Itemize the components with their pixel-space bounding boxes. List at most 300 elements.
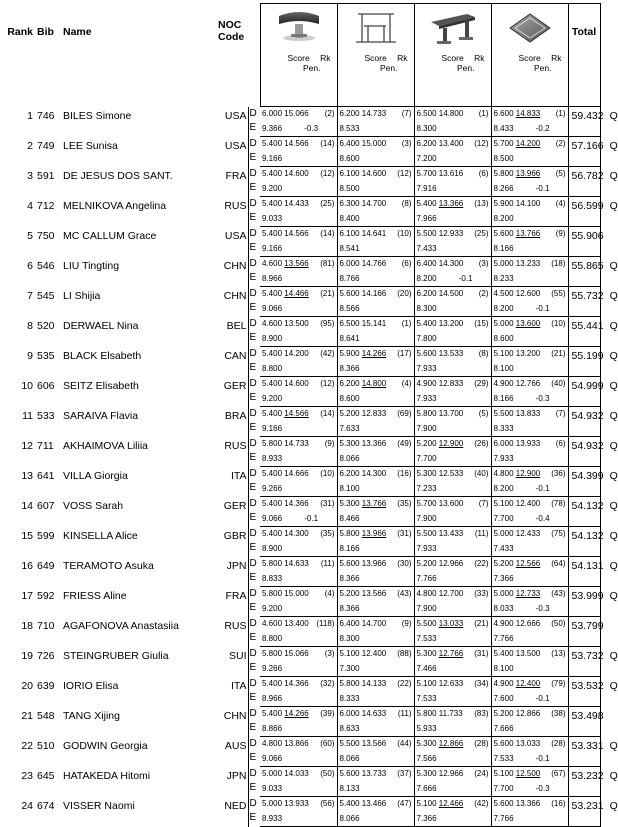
- apparatus-rank: (6): [478, 169, 489, 178]
- d-score: 6.200: [339, 469, 360, 478]
- qualified-mark: Q: [609, 740, 618, 752]
- apparatus-rank: (67): [551, 769, 566, 778]
- de-labels: [248, 767, 260, 797]
- apparatus-rank: (6): [401, 259, 412, 268]
- apparatus-score: 14.500: [438, 289, 464, 298]
- apparatus-rank: (35): [320, 529, 335, 538]
- balance-beam-score-cell: [414, 557, 491, 587]
- qualified-mark: Q: [609, 470, 618, 482]
- apparatus-rank: (4): [555, 199, 566, 208]
- bib-cell: 750: [37, 229, 55, 242]
- balance-beam-score-cell: [414, 377, 491, 407]
- e-label: E: [249, 572, 257, 583]
- d-score: 5.400: [262, 229, 283, 238]
- e-score: 8.433: [493, 123, 514, 133]
- name-header: Name: [63, 25, 92, 38]
- total-score: 57.166: [571, 140, 604, 152]
- apparatus-score: 12.900: [515, 469, 541, 478]
- apparatus-rank: (31): [320, 499, 335, 508]
- total-score: 55.906: [571, 230, 604, 242]
- e-score: 8.966: [262, 693, 283, 703]
- d-score: 4.800: [416, 589, 437, 598]
- d-label: D: [249, 707, 257, 719]
- de-labels: [248, 377, 260, 407]
- uneven-bars-score-cell: [337, 617, 414, 647]
- de-labels: [248, 197, 260, 227]
- d-score: 5.500: [416, 229, 437, 238]
- code-header: Code: [218, 30, 245, 43]
- floor-exercise-score-cell: [491, 467, 568, 497]
- apparatus-rank: (3): [478, 259, 489, 268]
- athlete-name: VOSS Sarah: [63, 499, 124, 512]
- apparatus-score: 13.866: [284, 739, 309, 748]
- apparatus-rank: (47): [397, 799, 412, 808]
- table-row: [3, 677, 600, 707]
- d-label: D: [249, 617, 257, 629]
- apparatus-rank: (24): [474, 769, 489, 778]
- apparatus-score: 12.500: [515, 769, 541, 778]
- uneven-bars-score-cell: [337, 797, 414, 827]
- d-score: 5.400: [262, 709, 283, 718]
- e-score: 8.500: [339, 183, 360, 193]
- d-score: 5.400: [262, 469, 283, 478]
- table-row: [3, 767, 600, 797]
- apparatus-score: 13.566: [284, 259, 309, 268]
- apparatus-rank: (34): [474, 679, 489, 688]
- noc-cell: JPN: [226, 559, 247, 572]
- e-label: E: [249, 302, 257, 313]
- e-label: E: [249, 152, 257, 163]
- d-score: 6.400: [416, 259, 437, 268]
- e-score: 7.666: [493, 723, 514, 733]
- vault-score-cell: [260, 227, 337, 257]
- e-score: 8.400: [339, 213, 360, 223]
- d-label: D: [249, 767, 257, 779]
- apparatus-rank: (42): [320, 349, 335, 358]
- e-score: 7.933: [416, 363, 437, 373]
- e-score: 7.200: [416, 153, 437, 163]
- d-score: 5.000: [493, 319, 514, 328]
- d-score: 5.900: [493, 199, 514, 208]
- noc-cell: RUS: [224, 199, 247, 212]
- apparatus-rank: (44): [397, 739, 412, 748]
- noc-cell: GER: [223, 379, 247, 392]
- d-score: 5.800: [416, 709, 437, 718]
- apparatus-score: 14.300: [361, 469, 387, 478]
- noc-cell: USA: [224, 109, 247, 122]
- d-label: D: [249, 467, 257, 479]
- apparatus-score: 14.641: [361, 229, 387, 238]
- qualified-mark: Q: [609, 650, 618, 662]
- de-labels: [248, 707, 260, 737]
- apparatus-score: 14.566: [284, 409, 309, 418]
- bib-cell: 607: [37, 499, 55, 512]
- penalty: -0.1: [535, 183, 550, 193]
- table-row: [3, 257, 600, 287]
- bib-cell: 546: [37, 259, 55, 272]
- e-score: 8.366: [339, 363, 360, 373]
- d-score: 4.800: [493, 469, 514, 478]
- d-score: 5.000: [493, 589, 514, 598]
- rank-cell: 22: [21, 739, 33, 752]
- balance-beam-score-cell: [414, 407, 491, 437]
- pen-label: Pen.: [303, 63, 321, 73]
- d-label: D: [249, 647, 257, 659]
- penalty: -0.3: [304, 123, 319, 133]
- e-score: 8.300: [416, 123, 437, 133]
- apparatus-rank: (9): [401, 619, 412, 628]
- e-score: 8.533: [339, 123, 360, 133]
- athlete-name: LIU Tingting: [63, 259, 120, 272]
- rank-cell: 1: [27, 109, 33, 122]
- e-score: 8.100: [493, 663, 514, 673]
- d-score: 5.400: [262, 379, 283, 388]
- balance-beam-score-cell: [414, 797, 491, 827]
- total-cell: [568, 227, 604, 257]
- total-score: 53.732: [571, 650, 604, 662]
- d-score: 5.700: [493, 139, 514, 148]
- athlete-name: DERWAEL Nina: [63, 319, 139, 332]
- d-score: 6.200: [416, 139, 437, 148]
- noc-cell: GBR: [223, 529, 247, 542]
- apparatus-rank: (79): [551, 679, 566, 688]
- total-cell: [568, 497, 618, 527]
- table-row: [3, 107, 600, 137]
- apparatus-score: 13.766: [361, 499, 387, 508]
- d-score: 5.100: [493, 769, 514, 778]
- penalty: -0.1: [535, 753, 550, 763]
- athlete-name: IORIO Elisa: [63, 679, 119, 692]
- e-score: 8.900: [262, 543, 283, 553]
- apparatus-score: 14.433: [284, 199, 309, 208]
- vault-score-cell: [260, 767, 337, 797]
- bib-cell: 645: [37, 769, 55, 782]
- apparatus-score: 13.600: [438, 499, 464, 508]
- total-cell: [568, 587, 618, 617]
- e-score: 7.900: [416, 513, 437, 523]
- de-labels: [248, 317, 260, 347]
- rank-cell: 17: [21, 589, 33, 602]
- apparatus-score: 13.400: [284, 619, 309, 628]
- apparatus-score: 14.100: [515, 199, 541, 208]
- qualified-mark: Q: [609, 800, 618, 812]
- total-score: 55.199: [571, 350, 604, 362]
- apparatus-rank: (30): [397, 559, 412, 568]
- noc-cell: NED: [224, 799, 247, 812]
- apparatus-rank: (12): [320, 169, 335, 178]
- apparatus-score: 15.141: [361, 319, 387, 328]
- vault-score-cell: [260, 497, 337, 527]
- total-score: 53.498: [571, 710, 604, 722]
- de-labels: [248, 557, 260, 587]
- total-cell: [568, 527, 618, 557]
- e-score: 8.233: [493, 273, 514, 283]
- total-cell: [568, 257, 618, 287]
- e-score: 7.666: [416, 783, 437, 793]
- d-score: 5.200: [339, 589, 360, 598]
- vault-score-cell: [260, 107, 337, 137]
- balance-beam-score-cell: [414, 197, 491, 227]
- e-score: 8.033: [493, 603, 514, 613]
- floor-exercise-score-cell: [491, 287, 568, 317]
- e-score: 7.366: [416, 813, 437, 823]
- vault-score-cell: [260, 737, 337, 767]
- apparatus-score: 14.733: [361, 109, 387, 118]
- apparatus-rank: (2): [555, 139, 566, 148]
- d-score: 5.800: [262, 649, 283, 658]
- d-score: 5.800: [262, 439, 283, 448]
- d-score: 5.100: [339, 649, 360, 658]
- apparatus-rank: (11): [397, 709, 412, 718]
- e-label: E: [249, 782, 257, 793]
- de-labels: [248, 587, 260, 617]
- apparatus-rank: (1): [401, 319, 412, 328]
- apparatus-score: 14.666: [284, 469, 309, 478]
- apparatus-rank: (38): [551, 709, 566, 718]
- e-label: E: [249, 662, 257, 673]
- qualified-mark: Q: [609, 770, 618, 782]
- rank-cell: 5: [27, 229, 33, 242]
- apparatus-score: 15.066: [284, 649, 309, 658]
- apparatus-rank: (2): [478, 289, 489, 298]
- e-score: 8.600: [339, 393, 360, 403]
- d-score: 5.900: [339, 349, 360, 358]
- bib-cell: 535: [37, 349, 55, 362]
- apparatus-score: 14.600: [361, 169, 387, 178]
- score-label: Score: [364, 53, 387, 63]
- e-label: E: [249, 392, 257, 403]
- apparatus-rank: (31): [397, 529, 412, 538]
- vault-score-cell: [260, 167, 337, 197]
- uneven-bars-subheader: [338, 53, 414, 73]
- qualified-mark: Q: [609, 560, 618, 572]
- rank-cell: 2: [27, 139, 33, 152]
- apparatus-rank: (49): [397, 439, 412, 448]
- rank-cell: 7: [27, 289, 33, 302]
- apparatus-score: 13.366: [438, 199, 464, 208]
- apparatus-score: 14.366: [284, 679, 309, 688]
- e-label: E: [249, 692, 257, 703]
- d-score: 6.000: [339, 709, 360, 718]
- bib-cell: 548: [37, 709, 55, 722]
- total-cell: [568, 317, 618, 347]
- total-cell: [568, 167, 618, 197]
- d-label: D: [249, 797, 257, 809]
- floor-exercise-score-cell: [491, 227, 568, 257]
- d-score: 6.000: [493, 439, 514, 448]
- apparatus-score: 12.866: [438, 739, 464, 748]
- table-row: [3, 197, 600, 227]
- d-score: 5.800: [339, 529, 360, 538]
- apparatus-score: 12.400: [515, 679, 541, 688]
- apparatus-score: 14.633: [361, 709, 387, 718]
- uneven-bars-score-cell: [337, 767, 414, 797]
- apparatus-rank: (88): [397, 649, 412, 658]
- e-score: 7.533: [416, 693, 437, 703]
- apparatus-score: 12.666: [515, 619, 541, 628]
- e-score: 8.066: [339, 813, 360, 823]
- e-score: 8.200: [493, 483, 514, 493]
- de-labels: [248, 527, 260, 557]
- bib-cell: 710: [37, 619, 55, 632]
- total-cell: [568, 737, 618, 767]
- floor-exercise-score-cell: [491, 797, 568, 827]
- rank-cell: 15: [21, 529, 33, 542]
- total-score: 53.799: [571, 620, 604, 632]
- qualified-mark: Q: [609, 290, 618, 302]
- e-label: E: [249, 122, 257, 133]
- apparatus-score: 12.833: [438, 379, 464, 388]
- apparatus-rank: (10): [551, 319, 566, 328]
- uneven-bars-icon: [350, 8, 402, 48]
- d-score: 5.600: [339, 769, 360, 778]
- apparatus-score: 12.633: [438, 679, 464, 688]
- apparatus-rank: (17): [397, 349, 412, 358]
- penalty: -0.1: [535, 483, 550, 493]
- apparatus-rank: (12): [397, 169, 412, 178]
- table-row: [3, 407, 600, 437]
- floor-exercise-score-cell: [491, 317, 568, 347]
- qualified-mark: Q: [609, 140, 618, 152]
- rank-cell: 14: [21, 499, 33, 512]
- e-score: 8.466: [339, 513, 360, 523]
- d-score: 5.300: [416, 739, 437, 748]
- d-label: D: [249, 587, 257, 599]
- noc-cell: CHN: [223, 709, 247, 722]
- d-score: 6.400: [339, 619, 360, 628]
- rank-cell: 21: [21, 709, 33, 722]
- apparatus-rank: (16): [551, 799, 566, 808]
- total-cell: [568, 287, 618, 317]
- uneven-bars-score-cell: [337, 137, 414, 167]
- e-score: 8.541: [339, 243, 360, 253]
- total-score: 54.132: [571, 500, 604, 512]
- de-labels: [248, 137, 260, 167]
- d-score: 5.600: [339, 289, 360, 298]
- apparatus-rank: (21): [551, 349, 566, 358]
- uneven-bars-header: [337, 4, 414, 107]
- uneven-bars-score-cell: [337, 167, 414, 197]
- apparatus-score: 13.033: [438, 619, 464, 628]
- uneven-bars-score-cell: [337, 647, 414, 677]
- de-labels: [248, 257, 260, 287]
- e-score: 7.766: [416, 573, 437, 583]
- balance-beam-header: [414, 4, 491, 107]
- d-score: 5.400: [339, 799, 360, 808]
- apparatus-score: 13.933: [284, 799, 309, 808]
- apparatus-score: 13.433: [438, 529, 464, 538]
- e-label: E: [249, 752, 257, 763]
- e-score: 8.800: [262, 363, 283, 373]
- e-score: 8.200: [493, 303, 514, 313]
- e-score: 7.433: [493, 543, 514, 553]
- d-score: 5.400: [262, 679, 283, 688]
- athlete-name: VILLA Giorgia: [63, 469, 128, 482]
- e-score: 8.600: [339, 153, 360, 163]
- e-score: 8.366: [339, 573, 360, 583]
- e-label: E: [249, 722, 257, 733]
- apparatus-rank: (29): [474, 379, 489, 388]
- d-score: 5.400: [262, 139, 283, 148]
- noc-code-header: [218, 4, 260, 107]
- floor-exercise-score-cell: [491, 527, 568, 557]
- d-score: 6.400: [339, 139, 360, 148]
- total-cell: [568, 467, 618, 497]
- noc-cell: JPN: [226, 769, 247, 782]
- table-row: [3, 797, 600, 827]
- d-score: 5.400: [416, 199, 437, 208]
- d-score: 5.300: [416, 649, 437, 658]
- e-label: E: [249, 362, 257, 373]
- qualified-mark: Q: [609, 260, 618, 272]
- total-score: 53.331: [571, 740, 604, 752]
- table-row: [3, 557, 600, 587]
- apparatus-rank: (12): [474, 139, 489, 148]
- athlete-name: GODWIN Georgia: [63, 739, 148, 752]
- e-score: 8.366: [339, 603, 360, 613]
- apparatus-score: 14.133: [361, 679, 387, 688]
- bib-cell: 639: [37, 679, 55, 692]
- vault-score-cell: [260, 707, 337, 737]
- rank-cell: 24: [21, 799, 33, 812]
- athlete-name: LEE Sunisa: [63, 139, 118, 152]
- de-labels: [248, 617, 260, 647]
- d-score: 5.600: [416, 349, 437, 358]
- d-score: 5.800: [262, 589, 283, 598]
- noc-cell: FRA: [225, 169, 247, 182]
- apparatus-score: 12.700: [438, 589, 464, 598]
- qualified-mark: Q: [609, 350, 618, 362]
- noc-cell: ITA: [230, 469, 247, 482]
- d-score: 4.900: [416, 379, 437, 388]
- vault-score-cell: [260, 617, 337, 647]
- floor-exercise-score-cell: [491, 617, 568, 647]
- bib-cell: 711: [37, 439, 54, 452]
- d-score: 5.400: [262, 499, 283, 508]
- table-row: [3, 587, 600, 617]
- d-score: 6.200: [416, 289, 437, 298]
- d-score: 5.200: [339, 409, 360, 418]
- de-labels: [248, 167, 260, 197]
- apparatus-score: 12.400: [361, 649, 387, 658]
- apparatus-rank: (60): [320, 739, 335, 748]
- e-score: 8.066: [339, 453, 360, 463]
- total-score: 54.999: [571, 380, 604, 392]
- apparatus-rank: (3): [401, 139, 412, 148]
- apparatus-score: 12.566: [515, 559, 541, 568]
- apparatus-rank: (95): [320, 319, 335, 328]
- athlete-name: TERAMOTO Asuka: [63, 559, 154, 572]
- uneven-bars-score-cell: [337, 527, 414, 557]
- floor-exercise-score-cell: [491, 257, 568, 287]
- vault-header: [260, 4, 337, 107]
- apparatus-score: 12.966: [438, 769, 464, 778]
- apparatus-score: 13.533: [438, 349, 464, 358]
- apparatus-rank: (4): [401, 379, 412, 388]
- apparatus-rank: (42): [474, 799, 489, 808]
- total-score: 59.432: [571, 110, 604, 122]
- penalty: -0.1: [304, 513, 319, 523]
- total-score: 54.132: [571, 530, 604, 542]
- noc-cell: USA: [224, 139, 247, 152]
- d-score: 4.800: [262, 739, 283, 748]
- e-score: 7.800: [416, 333, 437, 343]
- bib-cell: 533: [37, 409, 55, 422]
- apparatus-rank: (22): [397, 679, 412, 688]
- total-score: 54.131: [571, 560, 604, 572]
- table-row: [3, 227, 600, 257]
- rank-cell: 4: [27, 199, 33, 212]
